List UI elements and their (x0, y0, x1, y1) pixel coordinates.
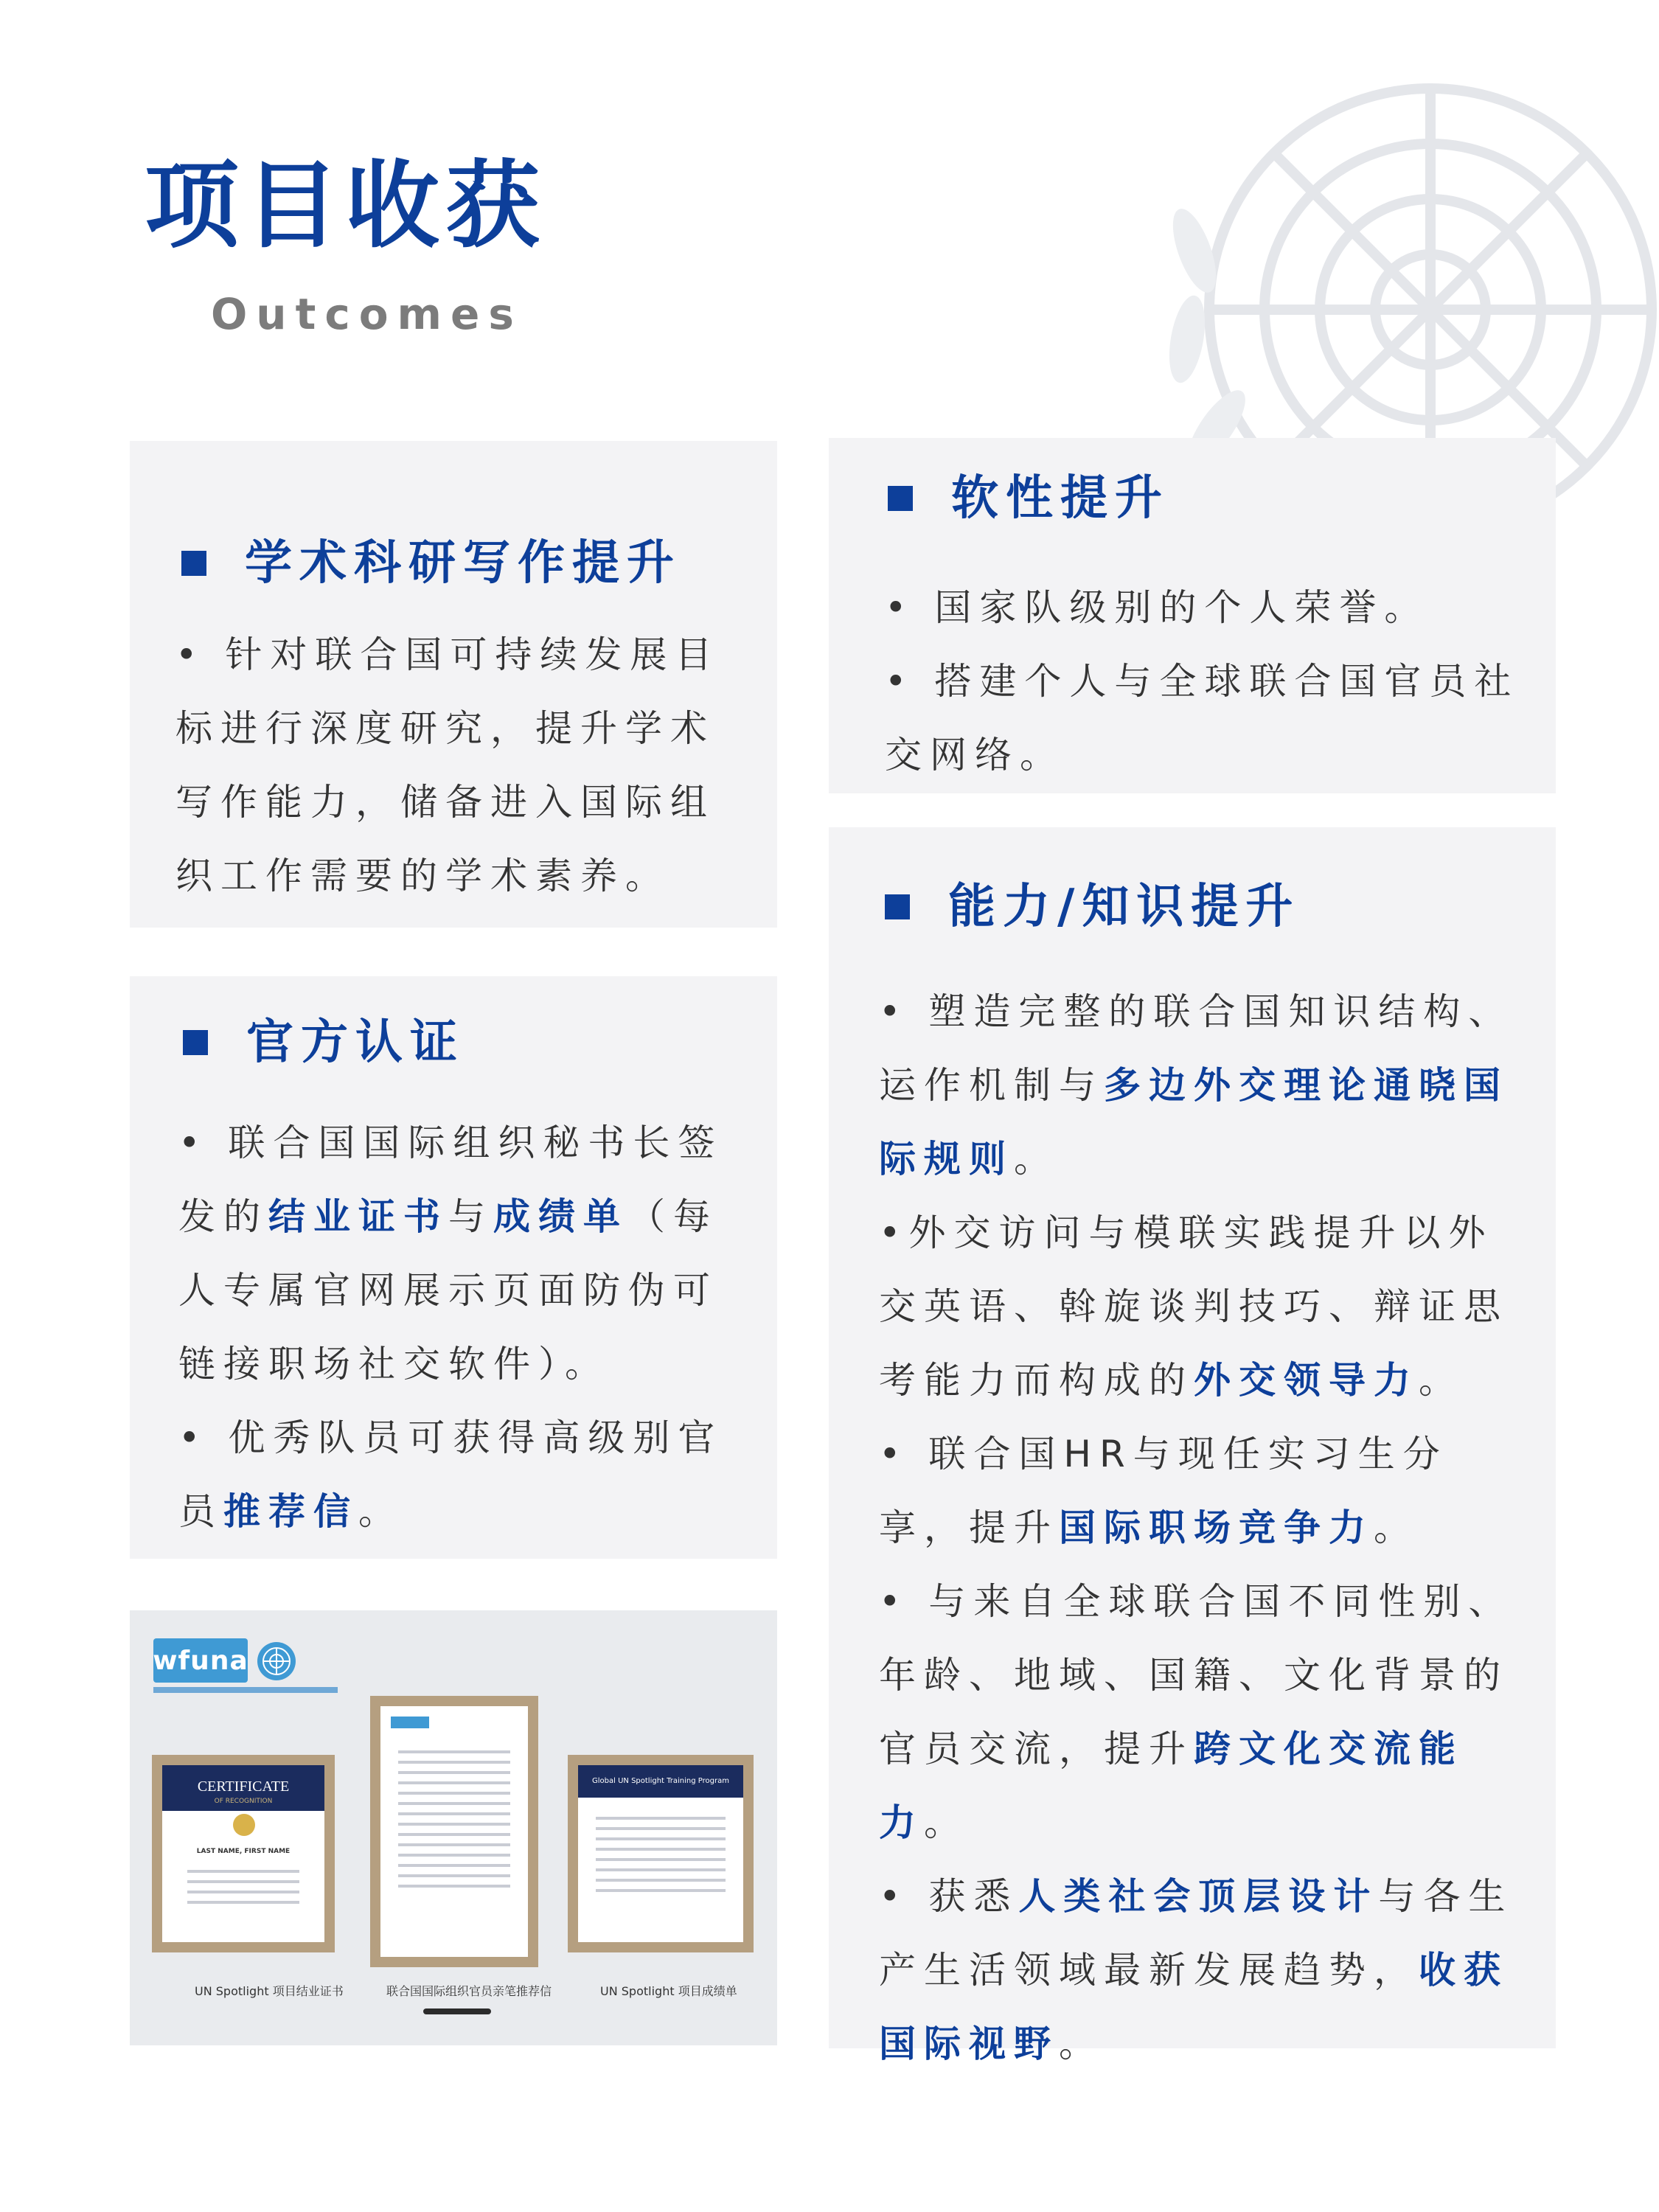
square-bullet-icon (183, 1030, 208, 1055)
bullet-text: （每人专属官网展示页面防伪可链接职场社交软件）。 (178, 1195, 718, 1385)
pen (423, 2008, 491, 2014)
bullet-text: 。 (358, 1490, 403, 1533)
certificates-image (130, 1610, 777, 2045)
certificate-subtitle: OF RECOGNITION (214, 1798, 273, 1805)
card-soft-heading (888, 470, 1169, 527)
bullet-text: •外交访问与模联实践提升以外交英语、斡旋谈判技巧、辩证思考能力而构成的 (879, 1211, 1509, 1402)
card-certification-title: 官方认证 (246, 1015, 465, 1070)
bullet-text: • 联合国HR与现任实习生分享，提升 (879, 1433, 1448, 1549)
bullet-item (178, 1106, 754, 1401)
highlight-text: 推荐信 (223, 1490, 358, 1533)
highlight-text: 跨文化交流能力 (879, 1728, 1464, 1844)
card-ability-body (879, 975, 1534, 2081)
bullet-text: 。 (924, 1801, 969, 1844)
bullet-item (885, 644, 1534, 792)
certificate-name: LAST NAME, FIRST NAME (196, 1848, 291, 1855)
bullet-text: 。 (1374, 1506, 1419, 1549)
bullet-text: • 国家队级别的个人荣誉。 (885, 586, 1430, 629)
square-bullet-icon (885, 894, 910, 919)
card-soft-title: 软性提升 (951, 471, 1169, 526)
bullet-item (175, 618, 751, 913)
card-certification-heading (183, 1015, 465, 1071)
transcript-title: Global UN Spotlight Training Program (592, 1777, 729, 1785)
wfuna-logo-subtext-line (153, 1687, 338, 1693)
bullet-text: 与各生产生活领域最新发展趋势， (879, 1875, 1514, 1992)
caption-recommendation-letter: 联合国国际组织官员亲笔推荐信 (386, 1984, 552, 1998)
bullet-text: 与 (448, 1195, 493, 1238)
highlight-text: 结业证书 (268, 1195, 448, 1238)
certificate-document (162, 1765, 324, 1942)
bullet-text: • 针对联合国可持续发展目标进行深度研究，提升学术写作能力，储备进入国际组织工作需要的学术素养。 (175, 633, 720, 897)
highlight-text: 外交领导力 (1194, 1359, 1419, 1402)
bullet-text: 。 (1014, 1138, 1059, 1180)
bullet-item (879, 1417, 1534, 1565)
caption-transcript: UN Spotlight 项目成绩单 (600, 1984, 737, 1998)
bullet-text: • 塑造完整的联合国知识结构、运作机制与 (879, 990, 1514, 1107)
highlight-text: 人类社会顶层设计 (1018, 1875, 1379, 1918)
square-bullet-icon (181, 551, 206, 576)
page-title: 项目收获 (145, 151, 546, 261)
card-ability-title: 能力/知识提升 (948, 880, 1301, 934)
bullet-item (879, 1196, 1534, 1417)
highlight-text: 收获国际视野 (879, 1949, 1509, 2065)
card-academic-title: 学术科研写作提升 (245, 536, 681, 591)
card-soft (829, 438, 1556, 793)
card-academic-body (175, 618, 751, 913)
bullet-item (879, 1860, 1534, 2081)
transcript-document (578, 1765, 743, 1942)
bullet-text: • 搭建个人与全球联合国官员社交网络。 (885, 660, 1520, 776)
bullet-item (178, 1401, 754, 1548)
page-subtitle: Outcomes (211, 289, 523, 339)
bullet-text: • 优秀队员可获得高级别官员 (178, 1416, 723, 1533)
card-certification-body (178, 1106, 754, 1548)
certificate-seal (233, 1814, 255, 1836)
highlight-text: 国际职场竞争力 (1059, 1506, 1374, 1549)
bullet-text: 。 (1059, 2023, 1104, 2065)
bullet-text: • 与来自全球联合国不同性别、年龄、地域、国籍、文化背景的官员交流，提升 (879, 1580, 1514, 1770)
recommendation-letter-document (380, 1706, 528, 1957)
square-bullet-icon (888, 486, 913, 511)
card-ability (829, 827, 1556, 2065)
highlight-text: 多边外交理论通晓国际规则 (879, 1064, 1509, 1180)
card-academic-heading (181, 535, 681, 592)
un-globe-icon (255, 1640, 298, 1683)
caption-certificate: UN Spotlight 项目结业证书 (195, 1984, 344, 1998)
wfuna-logo: wfuna (153, 1638, 248, 1683)
certificate-title: CERTIFICATE (197, 1778, 290, 1795)
bullet-item (879, 975, 1534, 1196)
bullet-text: • 获悉 (879, 1875, 1019, 1918)
bullet-item (879, 1565, 1534, 1860)
bullet-item (885, 571, 1534, 644)
card-academic (130, 441, 777, 928)
bullet-text: • 联合国国际组织秘书长签发的 (178, 1121, 723, 1238)
card-soft-body (885, 571, 1534, 792)
card-ability-heading (885, 879, 1300, 936)
card-certification (130, 976, 777, 1559)
highlight-text: 成绩单 (493, 1195, 628, 1238)
bullet-text: 。 (1419, 1359, 1464, 1402)
